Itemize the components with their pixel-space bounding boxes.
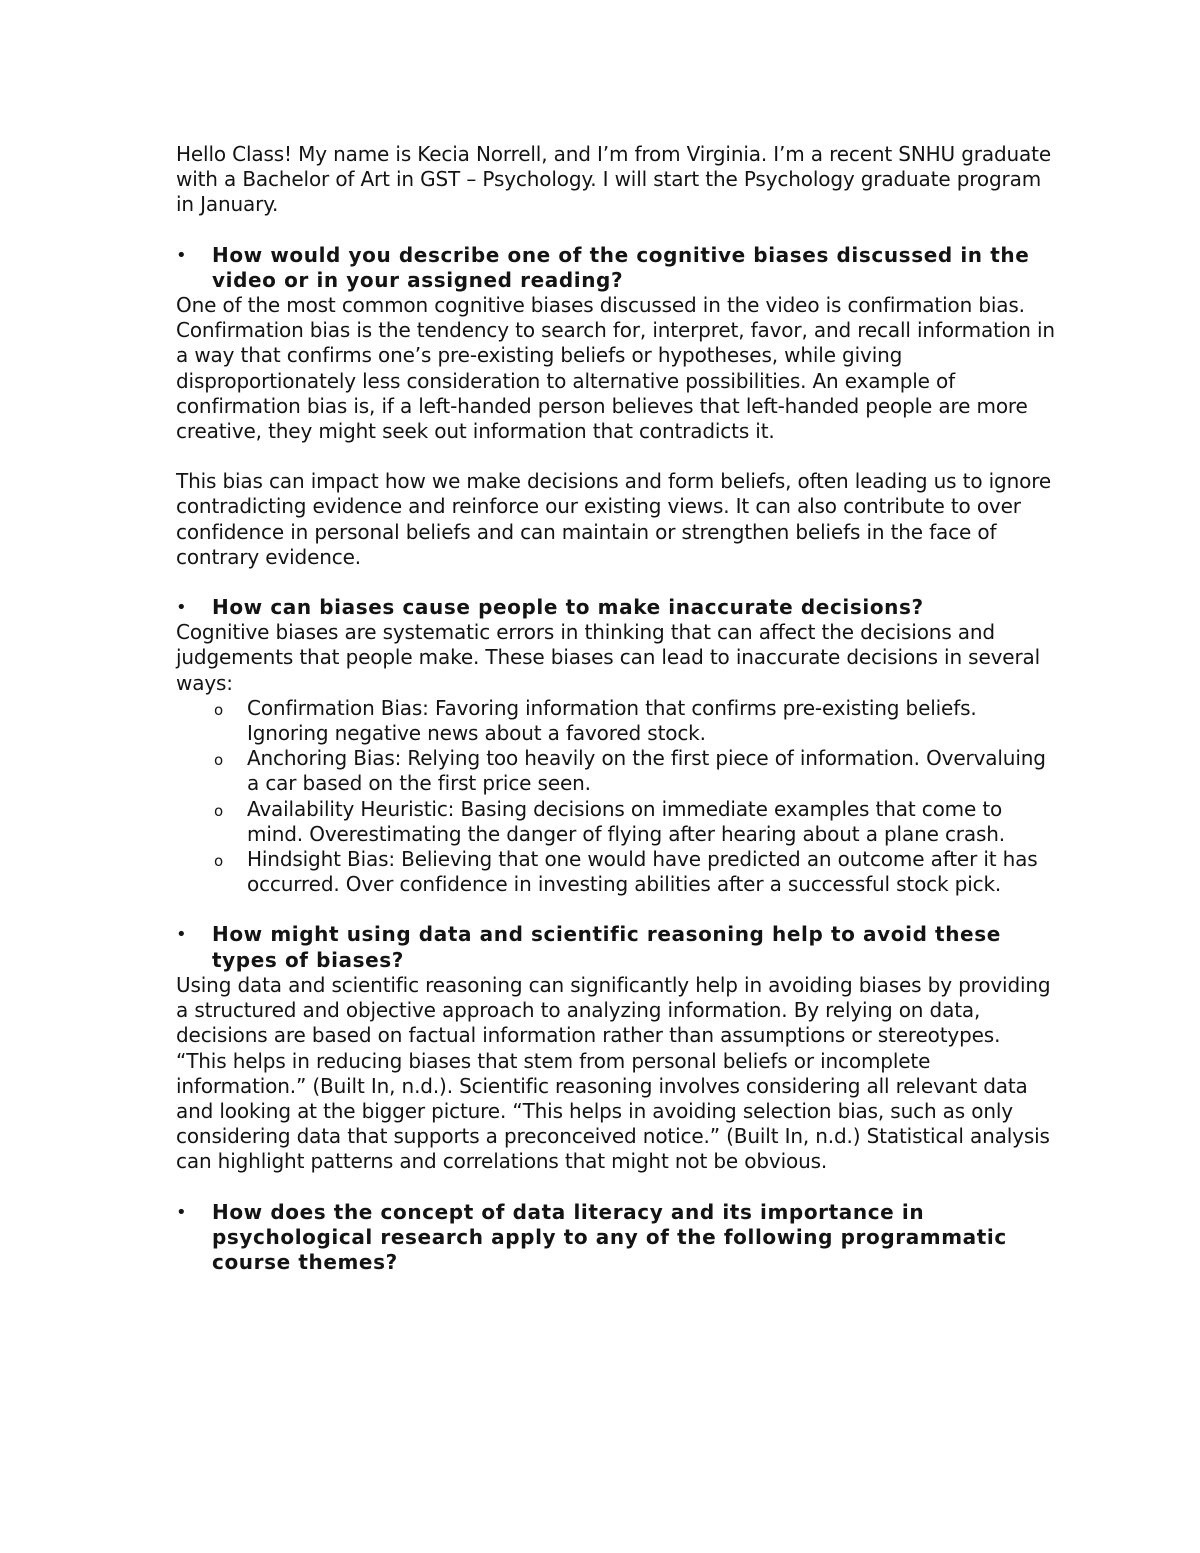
- sub-bullet-icon: o: [214, 852, 224, 871]
- sub-bullet-icon: o: [214, 751, 224, 770]
- intro-paragraph: Hello Class! My name is Kecia Norrell, and I’m from Virginia. I’m a recent SNHU graduate with a Bachelor of Art in GST – Psychology. I will start the Psychology graduate program in January.: [176, 142, 1051, 217]
- list-item-text: Hindsight Bias: Believing that one would have predicted an outcome after it has occurred. Over confidence in investing abilities after a successful stock pick.: [247, 847, 1038, 897]
- spacer: [176, 218, 1056, 243]
- bullet-icon: •: [176, 244, 187, 266]
- spacer: [176, 1175, 1056, 1200]
- question-text: How can biases cause people to make inaccurate decisions?: [212, 595, 924, 620]
- list-item-text: Confirmation Bias: Favoring information that confirms pre-existing beliefs. Ignoring negative news about a favored stock.: [247, 695, 977, 746]
- question-heading: [176, 243, 1056, 293]
- list-item-text: Availability Heuristic: Basing decisions on immediate examples that come to mind. Overestimating the danger of flying after hearing about a plane crash.: [247, 796, 1005, 846]
- bullet-icon: •: [176, 597, 187, 619]
- spacer: [176, 444, 1056, 469]
- answer-paragraph: Using data and scientific reasoning can significantly help in avoiding biases by providing a structured and objective approach to analyzing information. By relying on data, decisions are based on factual information rather than assumptions or stereotypes. “This helps in reducing biases that stem from personal beliefs or incomplete information.” (Built In, n.d.). Scientific reasoning involves considering all relevant data and looking at the bigger picture. “This helps in avoiding selection bias, such as only considering data that supports a preconceived notice.” (Built In, n.d.) Statistical analysis can highlight patterns and correlations that might not be obvious.: [176, 972, 1051, 1174]
- bullet-icon: •: [176, 924, 187, 946]
- question-text: How would you describe one of the cognitive biases discussed in the video or in your assigned reading?: [212, 242, 1030, 292]
- document-page: [176, 142, 1056, 1275]
- question-text: How does the concept of data literacy and its importance in psychological research apply to any of the following programmatic course themes?: [212, 1199, 1007, 1274]
- bias-list: [176, 696, 1056, 898]
- question-text: How might using data and scientific reasoning help to avoid these types of biases?: [212, 922, 1001, 972]
- list-item: [214, 847, 1056, 897]
- answer-paragraph: One of the most common cognitive biases discussed in the video is confirmation bias. Confirmation bias is the tendency to search for, interpret, favor, and recall information in a way that confirms one’s pre-existing beliefs or hypotheses, while giving disproportionately less consideration to alternative possibilities. An example of confirmation bias is, if a left-handed person believes that left-handed people are more creative, they might seek out information that contradicts it.: [176, 293, 1055, 444]
- list-item-text: Anchoring Bias: Relying too heavily on the first piece of information. Overvaluing a car based on the first price seen.: [247, 746, 1046, 796]
- sub-bullet-icon: o: [214, 700, 224, 719]
- answer-paragraph: Cognitive biases are systematic errors in thinking that can affect the decisions and judgements that people make. These biases can lead to inaccurate decisions in several ways:: [176, 620, 1041, 695]
- list-item: [214, 746, 1056, 796]
- sub-bullet-icon: o: [214, 801, 224, 820]
- question-heading: [176, 595, 1056, 620]
- answer-paragraph: This bias can impact how we make decisions and form beliefs, often leading us to ignore contradicting evidence and reinforce our existing views. It can also contribute to over confidence in personal beliefs and can maintain or strengthen beliefs in the face of contrary evidence.: [176, 469, 1051, 569]
- list-item: [214, 796, 1056, 847]
- spacer: [176, 570, 1056, 595]
- bullet-icon: •: [176, 1201, 187, 1223]
- question-heading: [176, 1200, 1056, 1276]
- question-heading: [176, 922, 1056, 972]
- list-item: [214, 695, 1056, 746]
- spacer: [176, 897, 1056, 922]
